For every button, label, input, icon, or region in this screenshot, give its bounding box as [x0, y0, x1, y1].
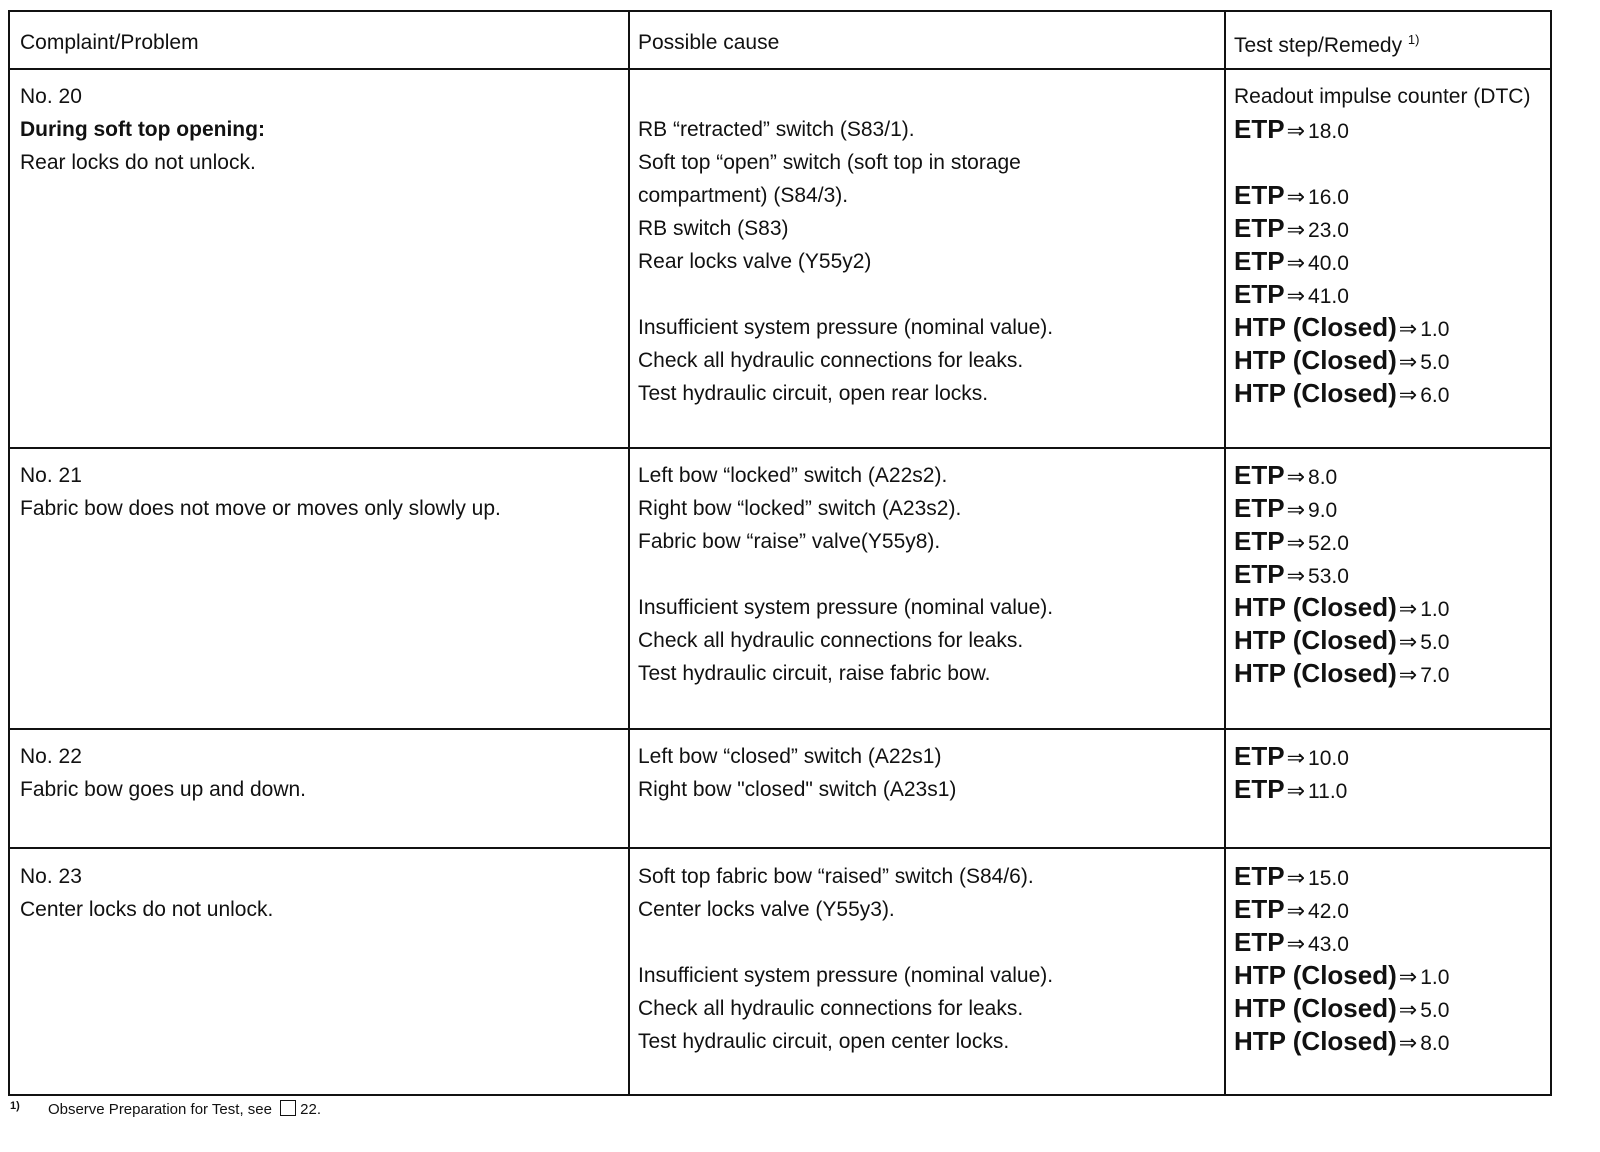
remedy-code: ETP: [1234, 180, 1285, 210]
cause-line: Test hydraulic circuit, open center locks.: [638, 1030, 1010, 1053]
cause-line: RB “retracted” switch (S83/1).: [638, 118, 915, 141]
remedy-value: 15.0: [1308, 867, 1349, 890]
remedy-line: [1234, 992, 1449, 1025]
remedy-value: 1.0: [1420, 966, 1450, 989]
row-20-complaint: [20, 80, 265, 179]
row-number: No. 23: [20, 865, 82, 888]
remedy-value: 5.0: [1420, 999, 1450, 1022]
remedy-line: [1234, 959, 1449, 992]
remedy-code: ETP: [1234, 927, 1285, 957]
remedy-line: [1234, 311, 1530, 344]
cause-line: Center locks valve (Y55y3).: [638, 898, 895, 921]
remedy-value: 11.0: [1308, 780, 1348, 803]
cause-line: [638, 80, 1053, 113]
remedy-code: HTP (Closed): [1234, 960, 1397, 990]
remedy-code: ETP: [1234, 279, 1285, 309]
right-arrow-icon: ⇒: [1286, 563, 1306, 588]
cause-line: Insufficient system pressure (nominal value).: [638, 964, 1054, 987]
remedy-code: HTP (Closed): [1234, 345, 1397, 375]
remedy-value: 40.0: [1308, 252, 1349, 275]
row-22-causes: [638, 740, 956, 806]
column-divider: [628, 12, 630, 1094]
footnote-mark: 1): [10, 1100, 20, 1112]
remedy-value: 43.0: [1308, 933, 1349, 956]
remedy-code: HTP (Closed): [1234, 625, 1397, 655]
remedy-line: [1234, 212, 1530, 245]
right-arrow-icon: ⇒: [1398, 316, 1418, 341]
remedy-code: ETP: [1234, 774, 1285, 804]
cause-line: compartment) (S84/3).: [638, 184, 849, 207]
right-arrow-icon: ⇒: [1286, 118, 1306, 143]
cause-line: Check all hydraulic connections for leaks.: [638, 629, 1024, 652]
remedy-value: 53.0: [1308, 565, 1349, 588]
cause-line: Rear locks valve (Y55y2): [638, 250, 872, 273]
remedy-value: 18.0: [1308, 120, 1349, 143]
cause-line: Insufficient system pressure (nominal value).: [638, 316, 1054, 339]
remedy-line: [1234, 377, 1530, 410]
row-description: Center locks do not unlock.: [20, 898, 274, 921]
remedy-line: [1234, 278, 1530, 311]
remedy-code: ETP: [1234, 861, 1285, 891]
cause-line: Test hydraulic circuit, raise fabric bow.: [638, 662, 991, 685]
row-22-complaint: [20, 740, 306, 806]
remedy-value: 41.0: [1308, 285, 1349, 308]
footnote-reference: 22.: [300, 1101, 321, 1118]
header-complaint: [20, 29, 199, 57]
remedy-value: 9.0: [1308, 499, 1338, 522]
cause-line: Soft top “open” switch (soft top in storage: [638, 151, 1021, 174]
cause-line: RB switch (S83): [638, 217, 789, 240]
cause-line: Insufficient system pressure (nominal value).: [638, 596, 1054, 619]
remedy-value: 42.0: [1308, 900, 1349, 923]
cause-line: [638, 558, 1053, 591]
remedy-code: ETP: [1234, 894, 1285, 924]
remedy-code: HTP (Closed): [1234, 312, 1397, 342]
row-description: Fabric bow goes up and down.: [20, 778, 307, 801]
remedy-line: [1234, 657, 1449, 690]
remedy-line: [1234, 113, 1530, 146]
remedy-code: HTP (Closed): [1234, 658, 1397, 688]
remedy-code: ETP: [1234, 246, 1285, 276]
remedy-line: [1234, 344, 1530, 377]
remedy-code: ETP: [1234, 559, 1285, 589]
right-arrow-icon: ⇒: [1398, 1030, 1418, 1055]
remedy-line: [1234, 245, 1530, 278]
right-arrow-icon: ⇒: [1398, 997, 1418, 1022]
remedy-line: [1234, 459, 1449, 492]
remedy-line: [1234, 558, 1449, 591]
remedy-line: [1234, 146, 1530, 179]
row-heading: During soft top opening:: [20, 118, 265, 141]
remedy-value: 16.0: [1308, 186, 1349, 209]
row-divider: [10, 847, 1550, 849]
row-20-remedies: [1234, 80, 1530, 410]
cause-line: Right bow “locked” switch (A23s2).: [638, 497, 962, 520]
remedy-code: ETP: [1234, 213, 1285, 243]
remedy-text: Readout impulse counter (DTC): [1234, 85, 1531, 108]
cause-line: Soft top fabric bow “raised” switch (S84/6).: [638, 865, 1034, 888]
right-arrow-icon: ⇒: [1286, 217, 1306, 242]
remedy-line: [1234, 624, 1449, 657]
remedy-line: [1234, 740, 1349, 773]
remedy-code: ETP: [1234, 493, 1285, 523]
column-divider: [1224, 12, 1226, 1094]
row-divider: [10, 447, 1550, 449]
remedy-value: 52.0: [1308, 532, 1349, 555]
remedy-line: [1234, 591, 1449, 624]
remedy-line: [1234, 860, 1449, 893]
right-arrow-icon: ⇒: [1398, 964, 1418, 989]
cause-line: Check all hydraulic connections for leaks.: [638, 997, 1024, 1020]
cause-line: Right bow "closed" switch (A23s1): [638, 778, 957, 801]
remedy-value: 8.0: [1308, 466, 1338, 489]
diagnosis-table: [8, 10, 1552, 1096]
remedy-code: ETP: [1234, 741, 1285, 771]
header-cause-label: Possible cause: [638, 31, 780, 54]
right-arrow-icon: ⇒: [1286, 184, 1306, 209]
row-number: No. 22: [20, 745, 82, 768]
right-arrow-icon: ⇒: [1286, 497, 1306, 522]
row-21-causes: [638, 459, 1053, 690]
cause-line: Left bow “closed” switch (A22s1): [638, 745, 942, 768]
cause-line: Test hydraulic circuit, open rear locks.: [638, 382, 989, 405]
document-reference-box-icon: [280, 1100, 296, 1116]
row-22-remedies: [1234, 740, 1349, 806]
row-description: Fabric bow does not move or moves only slowly up.: [20, 497, 501, 520]
row-divider: [10, 728, 1550, 730]
remedy-value: 6.0: [1420, 384, 1450, 407]
row-23-remedies: [1234, 860, 1449, 1058]
header-cause: [638, 29, 779, 57]
row-description: Rear locks do not unlock.: [20, 151, 256, 174]
right-arrow-icon: ⇒: [1398, 349, 1418, 374]
right-arrow-icon: ⇒: [1398, 629, 1418, 654]
header-remedy: [1234, 26, 1419, 60]
remedy-value: 1.0: [1420, 318, 1450, 341]
footnote-text: Observe Preparation for Test, see: [47, 1101, 272, 1118]
right-arrow-icon: ⇒: [1286, 530, 1306, 555]
cause-line: Check all hydraulic connections for leaks.: [638, 349, 1024, 372]
remedy-line: [1234, 525, 1449, 558]
cause-line: [638, 278, 1053, 311]
row-number: No. 21: [20, 464, 82, 487]
right-arrow-icon: ⇒: [1286, 931, 1306, 956]
remedy-code: ETP: [1234, 526, 1285, 556]
right-arrow-icon: ⇒: [1286, 778, 1306, 803]
cause-line: Fabric bow “raise” valve(Y55y8).: [638, 530, 941, 553]
row-number: No. 20: [20, 85, 82, 108]
header-complaint-label: Complaint/Problem: [20, 31, 199, 54]
row-divider: [10, 68, 1550, 70]
remedy-value: 7.0: [1420, 664, 1450, 687]
remedy-value: 5.0: [1420, 631, 1450, 654]
right-arrow-icon: ⇒: [1286, 898, 1306, 923]
remedy-code: HTP (Closed): [1234, 993, 1397, 1023]
remedy-line: [1234, 80, 1530, 113]
right-arrow-icon: ⇒: [1398, 596, 1418, 621]
remedy-value: 1.0: [1420, 598, 1450, 621]
remedy-line: [1234, 179, 1530, 212]
remedy-line: [1234, 926, 1449, 959]
right-arrow-icon: ⇒: [1286, 865, 1306, 890]
remedy-code: ETP: [1234, 114, 1285, 144]
right-arrow-icon: ⇒: [1286, 464, 1306, 489]
row-20-causes: [638, 80, 1053, 410]
right-arrow-icon: ⇒: [1286, 250, 1306, 275]
remedy-code: HTP (Closed): [1234, 378, 1397, 408]
remedy-code: ETP: [1234, 460, 1285, 490]
row-21-remedies: [1234, 459, 1449, 690]
remedy-line: [1234, 893, 1449, 926]
remedy-line: [1234, 1025, 1449, 1058]
cause-line: [638, 926, 1053, 959]
footnote: [10, 1100, 321, 1118]
remedy-line: [1234, 773, 1349, 806]
remedy-code: HTP (Closed): [1234, 1026, 1397, 1056]
remedy-code: HTP (Closed): [1234, 592, 1397, 622]
header-remedy-footnote-mark: 1): [1407, 32, 1420, 47]
row-23-complaint: [20, 860, 273, 926]
right-arrow-icon: ⇒: [1286, 745, 1306, 770]
right-arrow-icon: ⇒: [1398, 662, 1418, 687]
row-23-causes: [638, 860, 1053, 1058]
right-arrow-icon: ⇒: [1398, 382, 1418, 407]
cause-line: Left bow “locked” switch (A22s2).: [638, 464, 948, 487]
header-remedy-label: Test step/Remedy: [1234, 34, 1403, 57]
remedy-line: [1234, 492, 1449, 525]
right-arrow-icon: ⇒: [1286, 283, 1306, 308]
row-21-complaint: [20, 459, 501, 525]
remedy-value: 23.0: [1308, 219, 1349, 242]
remedy-value: 8.0: [1420, 1032, 1450, 1055]
remedy-value: 10.0: [1308, 747, 1349, 770]
remedy-value: 5.0: [1420, 351, 1450, 374]
